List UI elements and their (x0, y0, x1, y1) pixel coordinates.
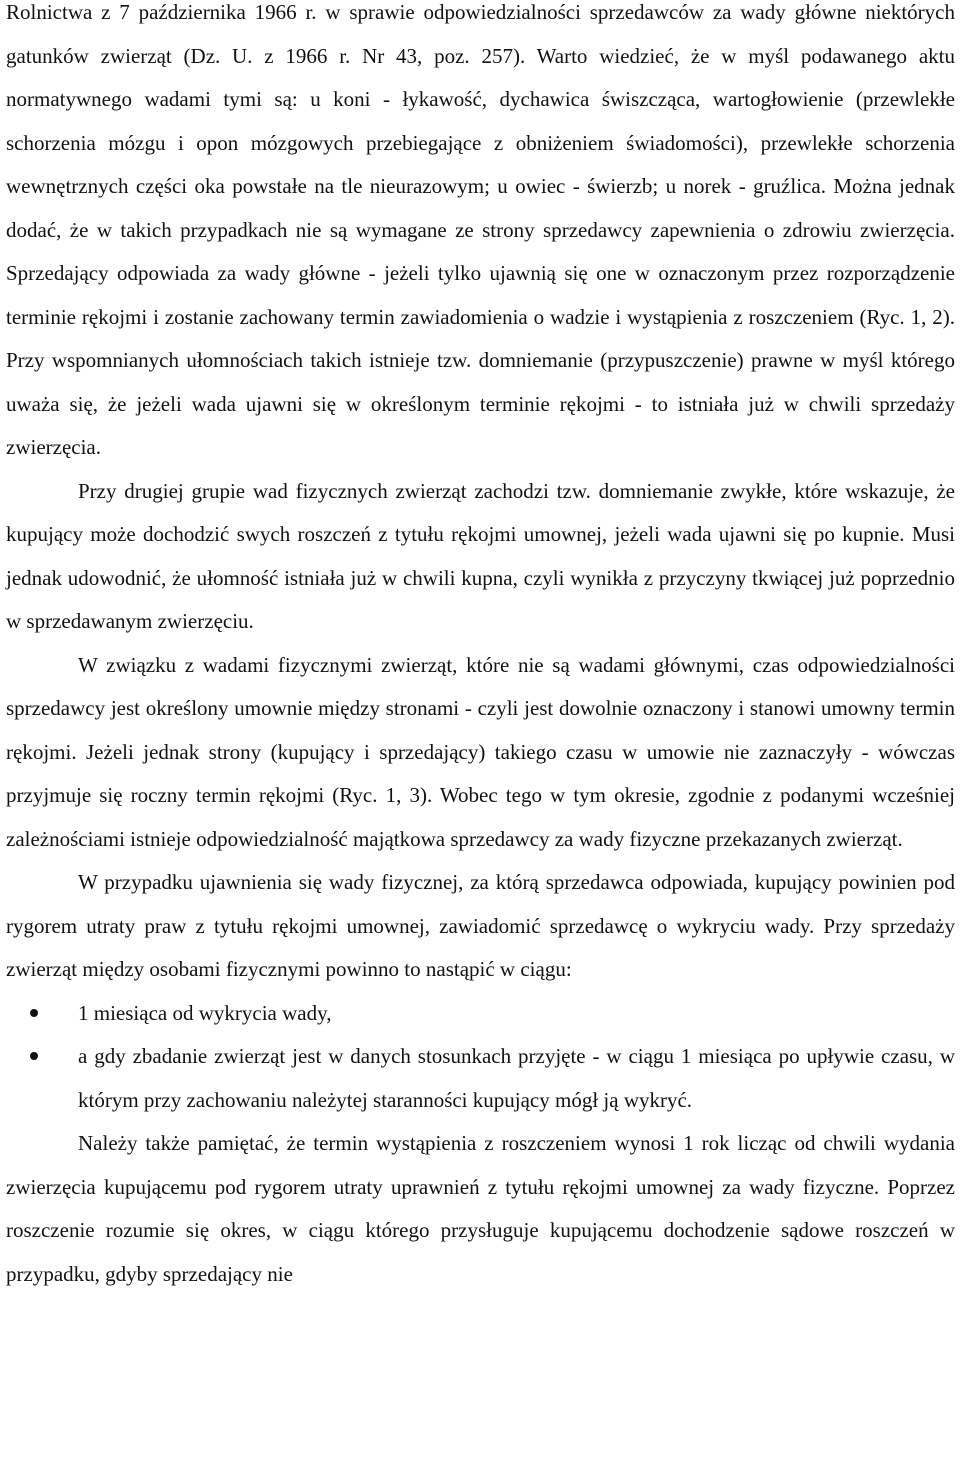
bullet-icon (30, 1035, 38, 1079)
bullet-list (6, 992, 955, 1123)
bullet-icon (30, 992, 38, 1036)
list-item-text: 1 miesiąca od wykrycia wady, (78, 1000, 332, 1025)
paragraph: Rolnictwa z 7 października 1966 r. w sprawie odpowiedzialności sprzedawców za wady główne niektórych gatunków zwierząt (Dz. U. z 1966 r. Nr 43, poz. 257). Warto wiedzieć, że w myśl podawanego aktu normatywnego wadami tymi są: u koni - łykawość, dychawica świszcząca, wartogłowienie (przewlekłe schorzenia mózgu i opon mózgowych przebiegające z obniżeniem świadomości), przewlekłe schorzenia wewnętrznych części oka powstałe na tle nieurazowym; u owiec - świerzb; u norek - gruźlica. Można jednak dodać, że w takich przypadkach nie są wymagane ze strony sprzedawcy zapewnienia o zdrowiu zwierzęcia. Sprzedający odpowiada za wady główne - jeżeli tylko ujawnią się one w oznaczonym przez rozporządzenie terminie rękojmi i zostanie zachowany termin zawiadomienia o wadzie i wystąpienia z roszczeniem (Ryc. 1, 2). Przy wspomnianych ułomnościach takich istnieje tzw. domniemanie (przypuszczenie) prawne w myśl którego uważa się, że jeżeli wada ujawni się w określonym terminie rękojmi - to istniała już w chwili sprzedaży zwierzęcia. (6, 0, 955, 459)
paragraph: Przy drugiej grupie wad fizycznych zwierząt zachodzi tzw. domniemanie zwykłe, które wskazuje, że kupujący może dochodzić swych roszczeń z tytułu rękojmi umownej, jeżeli wada ujawni się po kupnie. Musi jednak udowodnić, że ułomność istniała już w chwili kupna, czyli wynikła z przyczyny tkwiącej już poprzednio w sprzedawanym zwierzęciu. (6, 478, 955, 633)
list-item-text: a gdy zbadanie zwierząt jest w danych stosunkach przyjęte - w ciągu 1 miesiąca po upływie czasu, w którym przy zachowaniu należytej staranności kupujący mógł ją wykryć. (78, 1044, 955, 1112)
paragraph: W związku z wadami fizycznymi zwierząt, które nie są wadami głównymi, czas odpowiedzialności sprzedawcy jest określony umownie między stronami - czyli jest dowolnie oznaczony i stanowi umowny termin rękojmi. Jeżeli jednak strony (kupujący i sprzedający) takiego czasu w umowie nie zaznaczyły - wówczas przyjmuje się roczny termin rękojmi (Ryc. 1, 3). Wobec tego w tym okresie, zgodnie z podanymi wcześniej zależnościami istnieje odpowiedzialność majątkowa sprzedawcy za wady fizyczne przekazanych zwierząt. (6, 652, 955, 851)
list-item (78, 1035, 955, 1122)
paragraph: W przypadku ujawnienia się wady fizycznej, za którą sprzedawca odpowiada, kupujący powinien pod rygorem utraty praw z tytułu rękojmi umownej, zawiadomić sprzedawcę o wykryciu wady. Przy sprzedaży zwierząt między osobami fizycznymi powinno to nastąpić w ciągu: (6, 870, 955, 981)
document-page (6, 0, 955, 1296)
list-item (78, 992, 955, 1036)
paragraph: Należy także pamiętać, że termin wystąpienia z roszczeniem wynosi 1 rok licząc od chwili wydania zwierzęcia kupującemu pod rygorem utraty uprawnień z tytułu rękojmi umownej za wady fizyczne. Poprzez roszczenie rozumie się okres, w ciągu którego przysługuje kupującemu dochodzenie sądowe roszczeń w przypadku, gdyby sprzedający nie (6, 1131, 955, 1286)
